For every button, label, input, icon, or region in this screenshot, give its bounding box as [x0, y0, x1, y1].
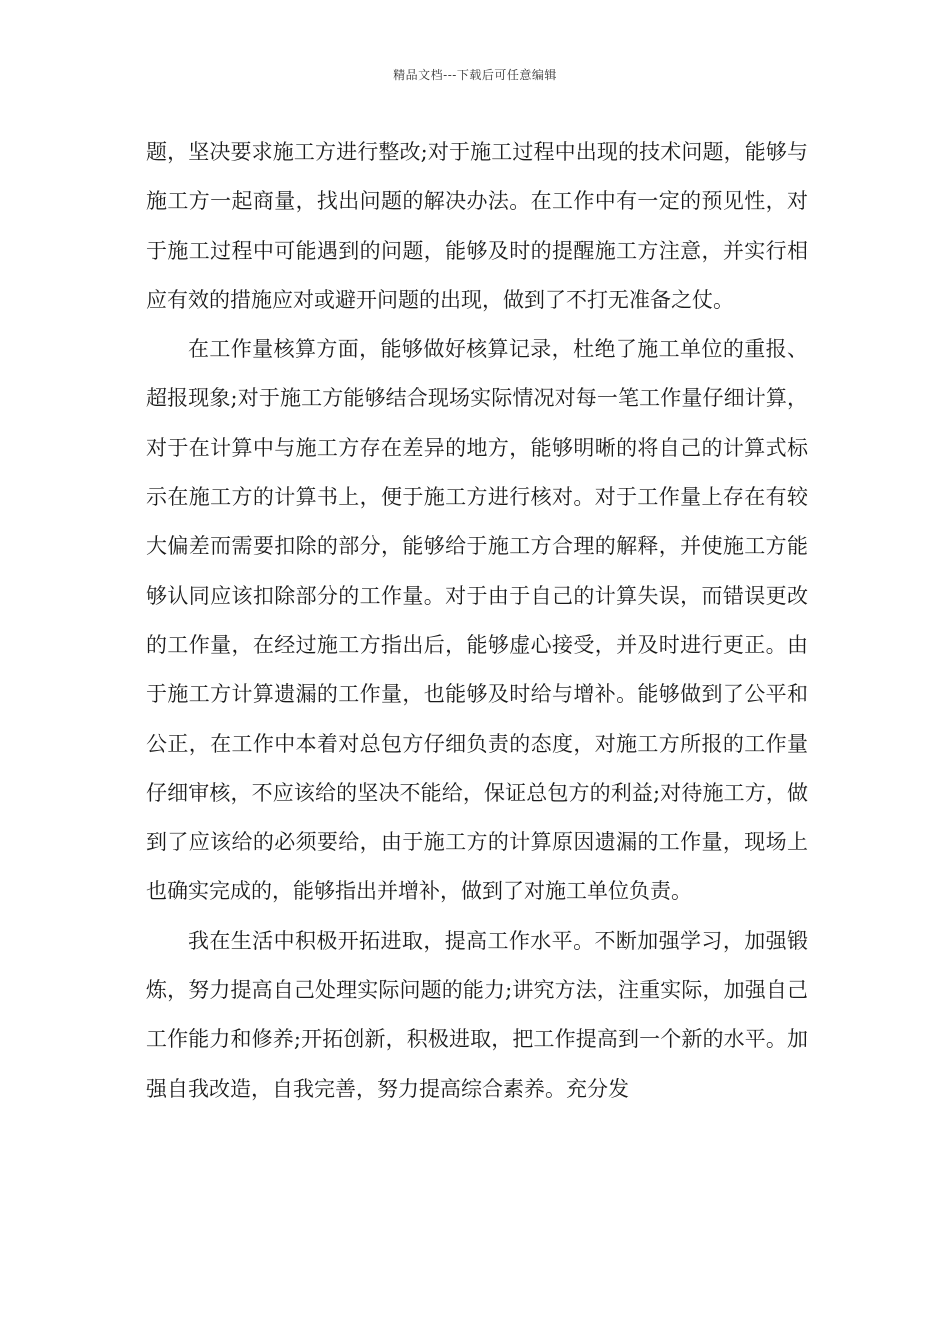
paragraph-continuation: 题，坚决要求施工方进行整改;对于施工过程中出现的技术问题，能够与施工方一起商量，找出问题的解决办法。在工作中有一定的预见性，对于施工过程中可能遇到的问题，能够及时的提醒施工方注意，并实行相应有效的措施应对或避开问题的出现，做到了不打无准备之仗。: [146, 140, 808, 312]
paragraph-self-improvement: 我在生活中积极开拓进取，提高工作水平。不断加强学习，加强锻炼，努力提高自己处理实际问题的能力;讲究方法，注重实际，加强自己工作能力和修养;开拓创新，积极进取，把工作提高到一个新的水平。加强自我改造，自我完善，努力提高综合素养。充分发: [146, 928, 808, 1101]
document-body: [146, 128, 808, 1114]
page-header: 精品文档---下载后可任意编辑: [393, 68, 557, 82]
paragraph-workload-accounting: 在工作量核算方面，能够做好核算记录，杜绝了施工单位的重报、超报现象;对于施工方能够结合现场实际情况对每一笔工作量仔细计算，对于在计算中与施工方存在差异的地方，能够明晰的将自己的计算式标示在施工方的计算书上，便于施工方进行核对。对于工作量上存在有较大偏差而需要扣除的部分，能够给于施工方合理的解释，并使施工方能够认同应该扣除部分的工作量。对于由于自己的计算失误，而错误更改的工作量，在经过施工方指出后，能够虚心接受，并及时进行更正。由于施工方计算遗漏的工作量，也能够及时给与增补。能够做到了公平和公正，在工作中本着对总包方仔细负责的态度，对施工方所报的工作量仔细审核，不应该给的坚决不能给，保证总包方的利益;对待施工方，做到了应该给的必须要给，由于施工方的计算原因遗漏的工作量，现场上也确实完成的，能够指出并增补，做到了对施工单位负责。: [146, 337, 808, 904]
